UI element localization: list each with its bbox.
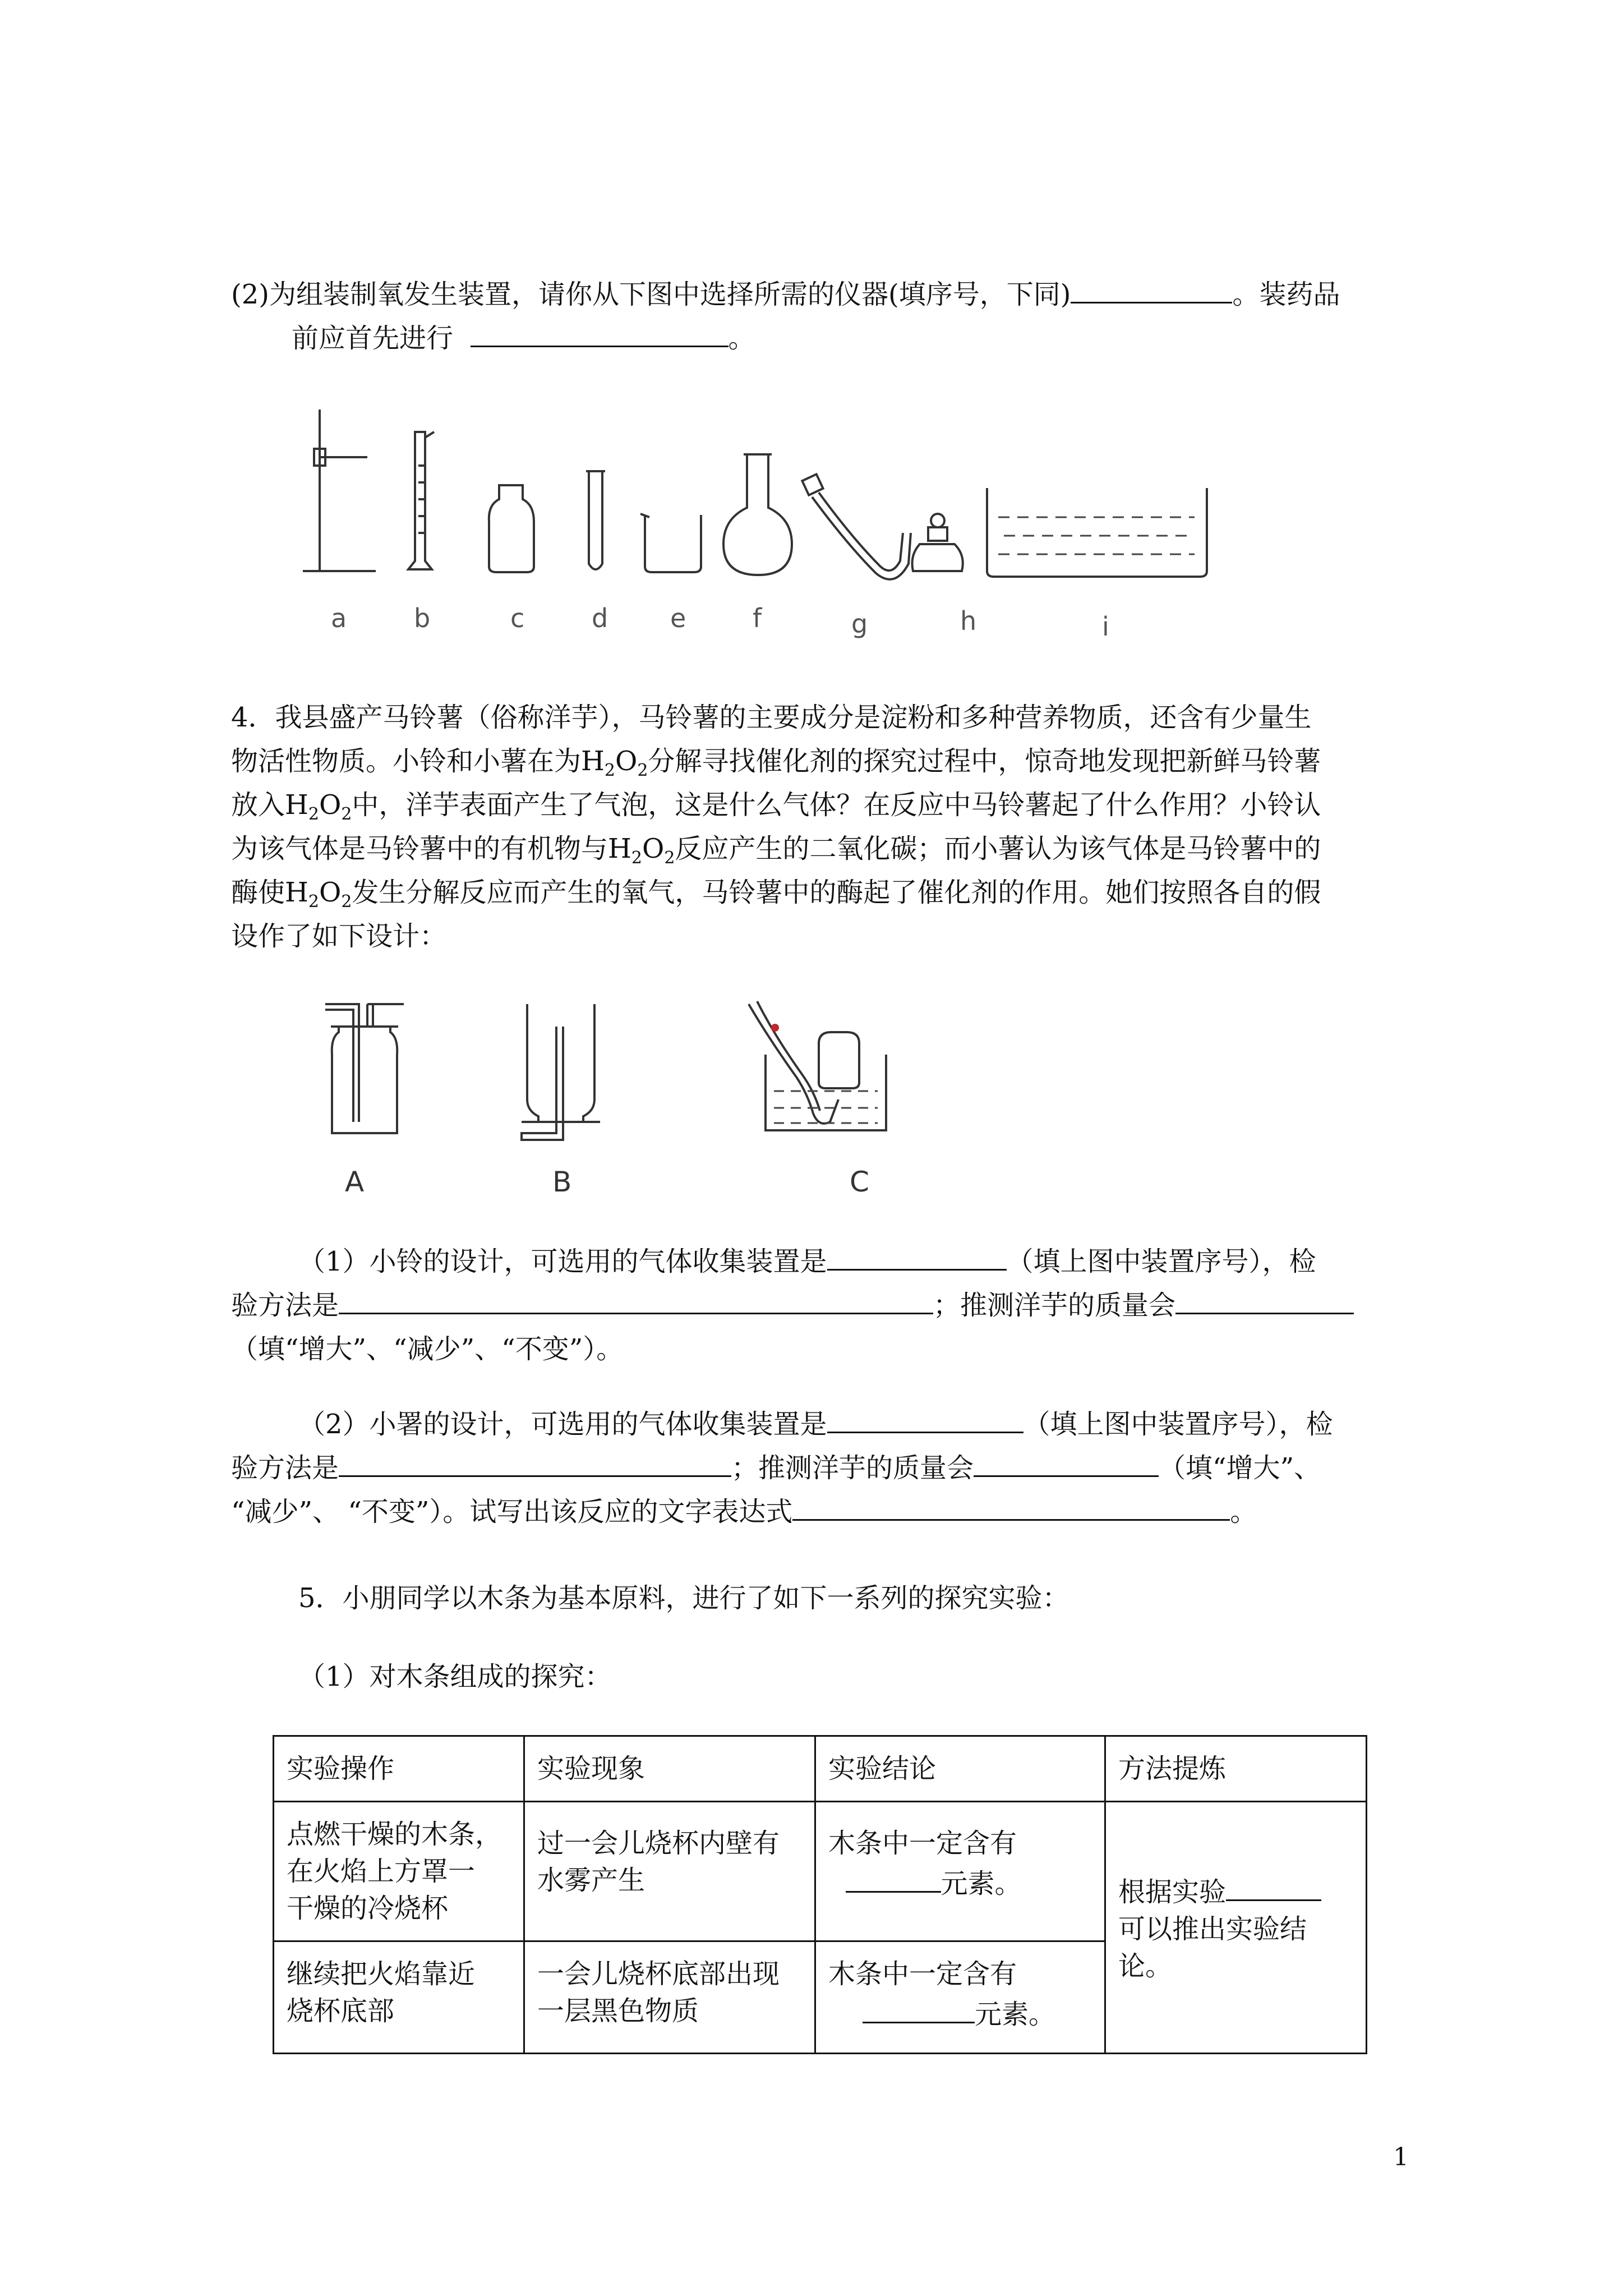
table-header: 方法提炼 <box>1105 1736 1367 1802</box>
q3-2-line1: (2)为组装制氧发生装置，请你从下图中选择所需的仪器(填序号，下同) 。装药品 <box>231 273 1409 316</box>
table-cell-op: 点燃干燥的木条， 在火焰上方罩一 干燥的冷烧杯 <box>274 1802 524 1941</box>
q4-1-line1: （1）小铃的设计，可选用的气体收集装置是 （填上图中装置序号），检 <box>298 1240 1409 1283</box>
h2o2-formula: $H_2O_2$ <box>581 746 648 780</box>
device-label-C: C <box>850 1166 869 1198</box>
h2o2-formula: $H_2O_2$ <box>285 789 352 824</box>
q4-1-line3: （填“增大”、“减少”、“不变”）。 <box>231 1333 624 1365</box>
answer-blank[interactable] <box>1175 1283 1354 1314</box>
h2o2-formula: $H_2O_2$ <box>285 877 352 912</box>
apparatus-label-i: i <box>1102 611 1109 642</box>
apparatus-label-f: f <box>753 603 762 633</box>
table-header: 实验操作 <box>274 1736 524 1802</box>
table-header: 实验结论 <box>815 1736 1105 1802</box>
table-cell-method: 根据实验 可以推出实验结 论。 <box>1105 1802 1367 2054</box>
page-number: 1 <box>1393 2143 1409 2171</box>
q4-line2: 物活性物质。小铃和小薯在为$H_2O_2$分解寻找催化剂的探究过程中，惊奇地发现把新鲜马铃薯 <box>231 746 1321 780</box>
apparatus-label-h: h <box>960 606 977 636</box>
q4-line6: 设作了如下设计： <box>231 921 447 952</box>
answer-blank[interactable] <box>974 1446 1159 1477</box>
apparatus-label-c: c <box>510 603 525 633</box>
answer-blank[interactable] <box>827 1240 1007 1271</box>
answer-blank[interactable] <box>471 316 728 347</box>
answer-blank[interactable] <box>1071 273 1232 303</box>
q4-1-line2: 验方法是 ；推测洋芋的质量会 <box>231 1283 1409 1327</box>
collection-devices-figure <box>314 993 931 1161</box>
device-label-A: A <box>345 1166 365 1198</box>
q4-2-line1: （2）小署的设计，可选用的气体收集装置是 （填上图中装置序号），检 <box>298 1402 1409 1446</box>
apparatus-figure <box>280 393 1279 628</box>
q3-2-line2: 前应首先进行 。 <box>292 316 1409 360</box>
q4-2-line2: 验方法是 ；推测洋芋的质量会 （填“增大”、 <box>231 1446 1409 1490</box>
q4-line1: 4．我县盛产马铃薯（俗称洋芋），马铃薯的主要成分是淀粉和多种营养物质，还含有少量生 <box>231 702 1312 733</box>
q4-line3: 放入$H_2O_2$中，洋芋表面产生了气泡，这是什么气体？在反应中马铃薯起了什么作用？小铃认 <box>231 789 1321 824</box>
experiment-table <box>273 1735 1367 2054</box>
table-cell-phenomenon: 过一会儿烧杯内壁有 水雾产生 <box>524 1802 815 1941</box>
table-cell-phenomenon: 一会儿烧杯底部出现 一层黑色物质 <box>524 1941 815 2054</box>
q5-sub1: （1）对木条组成的探究： <box>298 1661 612 1692</box>
apparatus-label-a: a <box>331 603 347 633</box>
answer-blank[interactable] <box>339 1446 731 1477</box>
answer-blank[interactable] <box>827 1402 1023 1433</box>
answer-blank[interactable] <box>792 1490 1230 1521</box>
table-cell-conclusion: 木条中一定含有 元素。 <box>815 1802 1105 1941</box>
q5-intro: 5．小朋同学以木条为基本原料，进行了如下一系列的探究实验： <box>298 1582 1069 1614</box>
q4-2-line3: “减少”、 “不变”）。试写出该反应的文字表达式 。 <box>231 1490 1409 1534</box>
apparatus-label-b: b <box>414 603 431 633</box>
q4-line5: 酶使$H_2O_2$发生分解反应而产生的氧气，马铃薯中的酶起了催化剂的作用。她们按照各自的假 <box>231 877 1321 912</box>
table-row <box>274 1802 1367 1941</box>
q4-line4: 为该气体是马铃薯中的有机物与$H_2O_2$反应产生的二氧化碳；而小薯认为该气体是马铃薯中的 <box>231 833 1321 868</box>
apparatus-label-d: d <box>592 603 608 633</box>
table-cell-conclusion: 木条中一定含有 元素。 <box>815 1941 1105 2054</box>
h2o2-formula: $H_2O_2$ <box>608 833 675 868</box>
table-header: 实验现象 <box>524 1736 815 1802</box>
answer-blank[interactable] <box>1226 1870 1321 1901</box>
table-header-row <box>274 1736 1367 1802</box>
answer-blank[interactable] <box>846 1862 941 1893</box>
answer-blank[interactable] <box>863 1993 975 2023</box>
answer-blank[interactable] <box>339 1283 933 1314</box>
apparatus-label-e: e <box>670 603 686 633</box>
apparatus-label-g: g <box>851 609 868 639</box>
table-cell-op: 继续把火焰靠近 烧杯底部 <box>274 1941 524 2054</box>
device-label-B: B <box>552 1166 572 1198</box>
